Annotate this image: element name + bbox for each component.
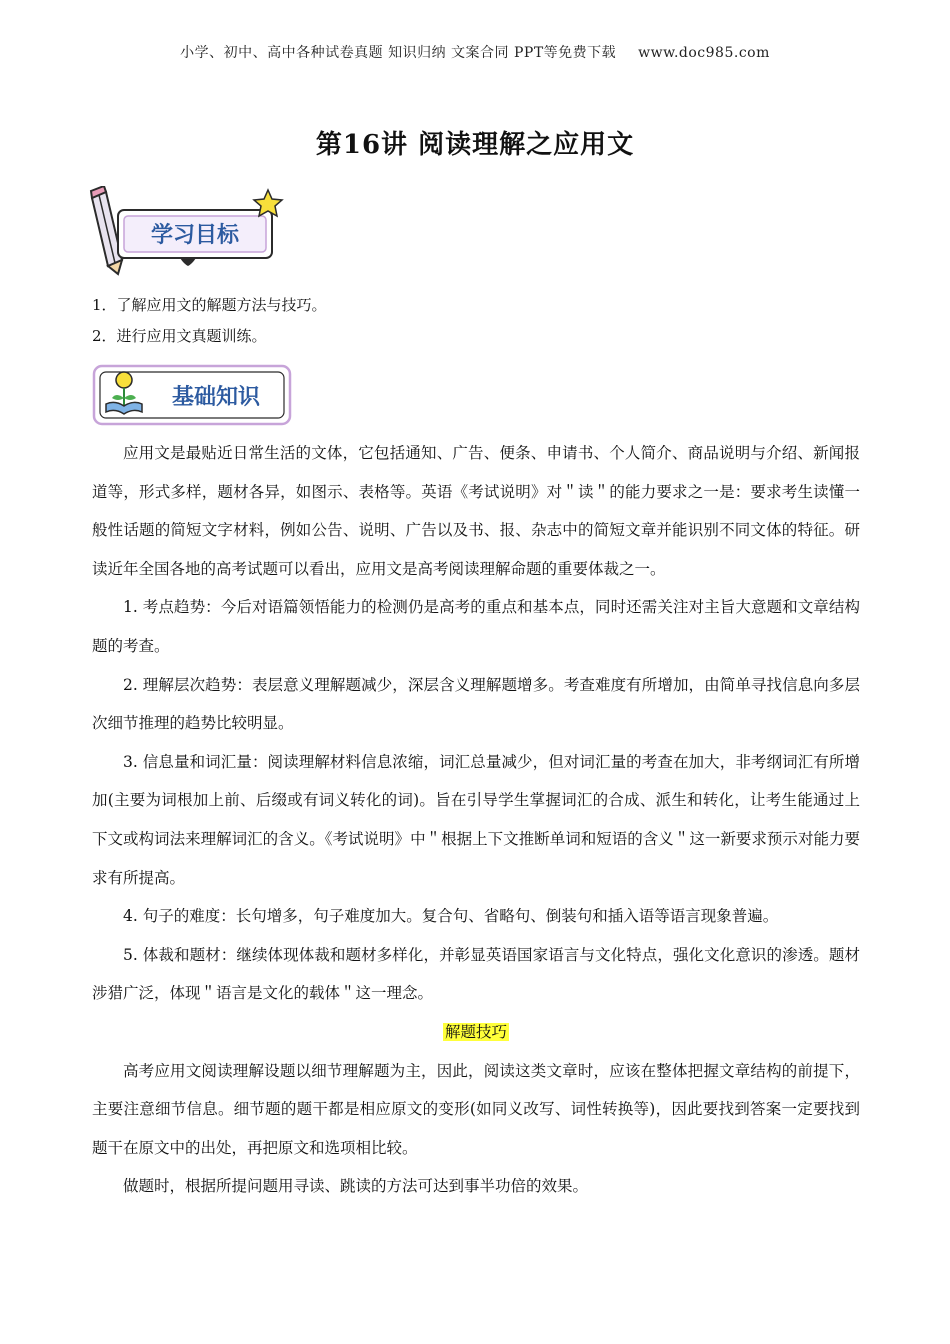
point-paragraph: 5. 体裁和题材：继续体现体裁和题材多样化，并彰显英语国家语言与文化特点，强化文化意识的渗透。题材涉猎广泛，体现＂语言是文化的载体＂这一理念。 [92, 945, 860, 1003]
page-header [0, 42, 950, 62]
point-paragraph: 3. 信息量和词汇量：阅读理解材料信息浓缩，词汇总量减少，但对词汇量的考查在加大，非考纲词汇有所增加(主要为词根加上前、后缀或有词义转化的词)。旨在引导学生掌握词汇的合成、派生和转化，让考生能通过上下文或构词法来理解词汇的含义。《考试说明》中＂根据上下文推断单词和短语的含义＂这一新要求预示对能力要求有所提高。 [92, 752, 860, 887]
learning-goals-badge [88, 186, 288, 278]
badge-goals-label: 学习目标 [150, 223, 240, 248]
point-paragraph: 1. 考点趋势：今后对语篇领悟能力的检测仍是高考的重点和基本点，同时还需关注对主旨大意题和文章结构题的考查。 [92, 598, 860, 655]
tips-heading: 解题技巧 [444, 1022, 507, 1041]
goals-list [92, 290, 327, 352]
goal-item: 2．进行应用文真题训练。 [92, 327, 267, 345]
tips-heading-row [92, 1013, 860, 1052]
header-site: www.doc985.com [638, 45, 770, 61]
goal-item: 1．了解应用文的解题方法与技巧。 [92, 296, 327, 314]
tips-paragraph: 做题时，根据所提问题用寻读、跳读的方法可达到事半功倍的效果。 [123, 1177, 589, 1196]
badge-basics-label: 基础知识 [171, 385, 261, 410]
basic-knowledge-badge [92, 360, 298, 430]
heart-icon [180, 258, 196, 266]
point-paragraph: 2. 理解层次趋势：表层意义理解题减少，深层含义理解题增多。考查难度有所增加，由简单寻找信息向多层次细节推理的趋势比较明显。 [92, 675, 860, 733]
tips-paragraph: 高考应用文阅读理解设题以细节理解题为主，因此，阅读这类文章时，应该在整体把握文章结构的前提下，主要注意细节信息。细节题的题干都是相应原文的变形(如同义改写、词性转换等)，因此要找到答案一定要找到题干在原文中的出处，再把原文和选项相比较。 [92, 1061, 860, 1157]
intro-paragraph: 应用文是最贴近日常生活的文体，它包括通知、广告、便条、申请书、个人简介、商品说明与介绍、新闻报道等，形式多样，题材各异，如图示、表格等。英语《考试说明》对＂读＂的能力要求之一是：要求考生读懂一般性话题的简短文字材料，例如公告、说明、广告以及书、报、杂志中的简短文章并能识别不同文体的特征。研读近年全国各地的高考试题可以看出，应用文是高考阅读理解命题的重要体裁之一。 [92, 444, 860, 578]
main-content [92, 434, 860, 1206]
page-title: 第16讲 阅读理解之应用文 [315, 130, 635, 160]
header-text: 小学、初中、高中各种试卷真题 知识归纳 文案合同 PPT等免费下载 [180, 45, 617, 61]
point-paragraph: 4. 句子的难度：长句增多，句子难度加大。复合句、省略句、倒装句和插入语等语言现象普遍。 [123, 907, 779, 926]
